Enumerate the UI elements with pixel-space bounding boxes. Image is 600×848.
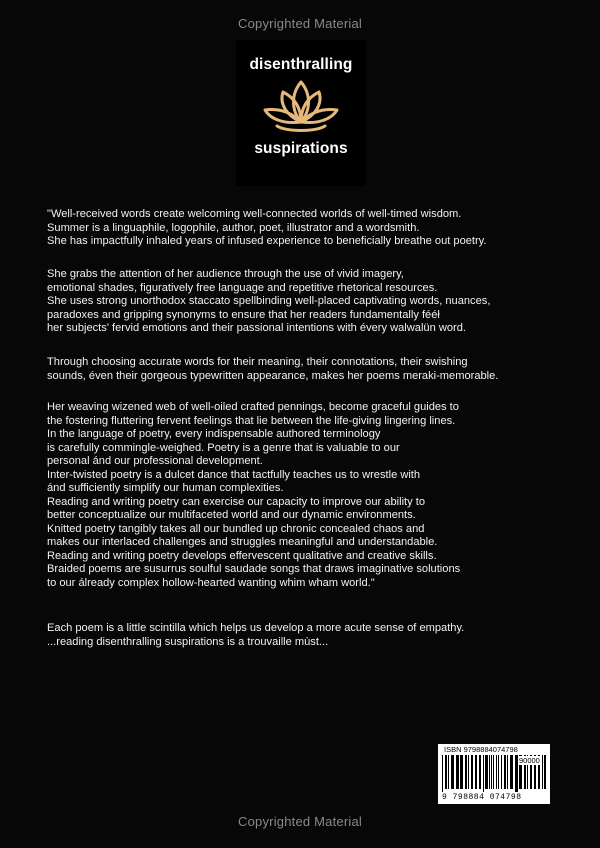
text-line: In the language of poetry, every indispensable authored terminology <box>47 428 381 440</box>
logo-title-line1: disenthralling <box>249 56 353 73</box>
barcode-bar <box>471 755 473 789</box>
text-line: ...reading disenthralling suspirations is a trouvaille mùst... <box>47 635 329 648</box>
text-line: ánd sufficiently simplify our human complexities. <box>47 482 284 494</box>
barcode-bar <box>544 755 546 789</box>
barcode-bar <box>456 755 459 789</box>
copyright-watermark-top: Copyrighted Material <box>238 16 362 31</box>
blurb-paragraph-5 <box>47 622 547 649</box>
barcode-bar <box>507 755 508 789</box>
barcode-bar <box>504 755 506 789</box>
text-line: sounds, éven their gorgeous typewritten appearance, makes her poems meraki-memorable. <box>47 369 499 382</box>
blurb-paragraph-3 <box>47 356 547 383</box>
text-line: makes our interlaced challenges and struggles meaningful and understandable. <box>47 536 438 548</box>
barcode-bar <box>491 755 492 789</box>
text-line: Summer is a linguaphile, logophile, author, poet, illustrator and a wordsmith. <box>47 221 420 234</box>
barcode-bar <box>485 755 488 789</box>
barcode-bar <box>451 755 454 789</box>
text-line: her subjects' fervid emotions and their passional intentions with évery walwalün word. <box>47 322 466 334</box>
barcode-bar <box>498 755 499 789</box>
text-line: personal ánd our professional development. <box>47 455 263 467</box>
isbn-barcode <box>438 744 550 804</box>
blurb-paragraph-2 <box>47 268 547 336</box>
text-line: Her weaving wizened web of well-oiled crafted pennings, become graceful guides to <box>47 401 459 413</box>
barcode-bar <box>496 755 497 789</box>
barcode-bar <box>475 755 477 789</box>
text-line: She uses strong unorthodox staccato spellbinding well-placed captivating words, nuances, <box>47 295 491 307</box>
blurb-paragraph-1 <box>47 208 547 249</box>
barcode-bar <box>460 755 463 789</box>
copyright-watermark-bottom: Copyrighted Material <box>238 814 362 829</box>
text-line: She has impactfully inhaled years of infused experience to beneficially breathe out poetry. <box>47 235 487 247</box>
text-line: "Well-received words create welcoming well-connected worlds of well-timed wisdom. <box>47 208 462 220</box>
lotus-icon <box>255 76 347 140</box>
text-line: better conceptualize our multifaceted world and our dynamic environments. <box>47 509 416 521</box>
barcode-bar <box>542 755 543 789</box>
barcode-bar <box>442 755 443 792</box>
text-line: to our álready complex hollow-hearted wanting whim wham world." <box>47 576 375 589</box>
text-line: Through choosing accurate words for their meaning, their connotations, their swishing <box>47 356 468 368</box>
barcode-bar <box>489 755 490 789</box>
text-line: Each poem is a little scintilla which helps us develop a more acute sense of empathy. <box>47 622 465 634</box>
barcode-bar <box>501 755 502 789</box>
text-line: Inter-twisted poetry is a dulcet dance that tactfully teaches us to wrestle with <box>47 468 421 481</box>
text-line: paradoxes and gripping synonyms to ensure that her readers fundamentally fééł <box>47 308 440 321</box>
text-line: Reading and writing poetry develops effervescent qualitative and creative skills. <box>47 549 437 562</box>
isbn-label: ISBN 9798884074798 <box>444 745 518 754</box>
barcode-bar <box>479 755 481 789</box>
barcode-bar <box>493 755 494 789</box>
logo-title-line2: suspirations <box>254 140 348 157</box>
title-logo <box>236 40 366 186</box>
barcode-bar <box>465 755 467 789</box>
barcode-addon-digits: 90000 <box>519 756 540 765</box>
text-line: Braided poems are susurrus soulful saudade songs that draws imaginative solutions <box>47 563 461 575</box>
barcode-bar <box>448 755 449 789</box>
barcode-digits: 9 798884 074798 <box>442 793 522 802</box>
barcode-bar <box>510 755 513 789</box>
text-line: She grabs the attention of her audience through the use of vivid imagery, <box>47 268 404 280</box>
blurb-paragraph-4 <box>47 401 547 590</box>
text-line: emotional shades, figuratively free language and repetitive rhetorical resources. <box>47 281 438 294</box>
barcode-bar <box>468 755 469 789</box>
barcode-bar <box>483 755 484 792</box>
text-line: Reading and writing poetry can exercise our capacity to improve our ability to <box>47 495 425 508</box>
text-line: is carefully commingle-weighed. Poetry is a genre that is valuable to our <box>47 441 400 454</box>
text-line: the fostering fluttering fervent feelings that lie between the life-giving lingering lines. <box>47 414 456 427</box>
text-line: Knitted poetry tangibly takes all our bundled up chronic concealed chaos and <box>47 522 425 535</box>
barcode-bar <box>445 755 447 789</box>
